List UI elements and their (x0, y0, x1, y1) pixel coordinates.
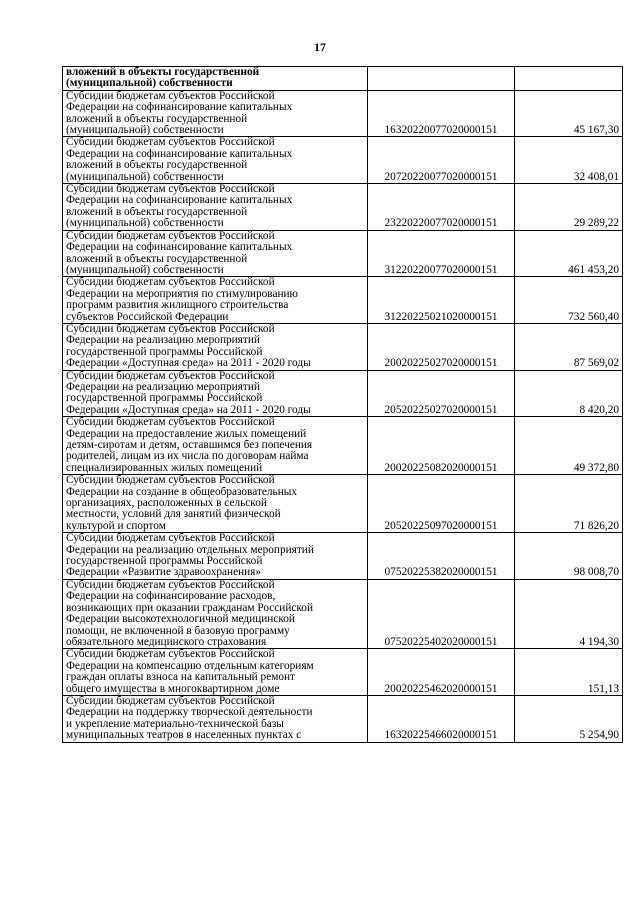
subsidy-name-cell (63, 417, 368, 475)
table-row (63, 475, 623, 533)
budget-code-cell: 20520225097020000151 (368, 475, 515, 533)
subsidy-name-cell (63, 90, 368, 137)
subsidy-name-line: Федерации на софинансирование капитальных (66, 102, 293, 114)
subsidy-name-line: Федерации на создание в общеобразовательных (66, 486, 297, 498)
subsidy-name-line: местности, условий для занятий физической (66, 509, 281, 521)
table-row (63, 184, 623, 231)
subsidy-name-line: Федерации на реализацию мероприятий (66, 335, 260, 347)
budget-code-cell: 20020225462020000151 (368, 649, 515, 696)
subsidy-name-line: Федерации на софинансирование расходов, (66, 591, 276, 603)
subsidy-name-line: программ развития жилищного строительства (66, 300, 289, 312)
table-row (63, 137, 623, 184)
subsidy-name-cell (63, 323, 368, 370)
amount-cell (515, 67, 623, 91)
amount-cell: 461 453,20 (515, 230, 623, 277)
budget-code-cell: 16320220077020000151 (368, 90, 515, 137)
table-row (63, 67, 623, 91)
subsidy-name-line: Субсидии бюджетам субъектов Российской (66, 184, 275, 196)
amount-cell: 732 560,40 (515, 277, 623, 324)
subsidy-name-line: Федерации на поддержку творческой деятельности (66, 707, 313, 719)
subsidy-name-line: Субсидии бюджетам субъектов Российской (66, 230, 275, 242)
subsidy-name-line: возникающих при оказании гражданам Российской (66, 602, 313, 614)
amount-cell: 29 289,22 (515, 184, 623, 231)
budget-code-cell: 31220220077020000151 (368, 230, 515, 277)
subsidy-name-line: Субсидии бюджетам субъектов Российской (66, 417, 275, 429)
table-row (63, 695, 623, 742)
budget-code-cell (368, 67, 515, 91)
subsidy-name-line: Субсидии бюджетам субъектов Российской (66, 137, 275, 149)
budget-code-cell: 20020225082020000151 (368, 417, 515, 475)
subsidy-name-line: Субсидии бюджетам субъектов Российской (66, 649, 275, 661)
table-row (63, 230, 623, 277)
table-row (63, 323, 623, 370)
table-row (63, 417, 623, 475)
subsidy-name-line: муниципальных театров в населенных пунктах с (66, 730, 302, 742)
subsidy-name-cell (63, 67, 368, 91)
subsidy-name-line: Федерации на реализацию отдельных мероприятий (66, 544, 314, 556)
subsidy-name-line: Субсидии бюджетам субъектов Российской (66, 475, 275, 487)
table-row (63, 370, 623, 417)
budget-code-cell: 20720220077020000151 (368, 137, 515, 184)
amount-cell: 32 408,01 (515, 137, 623, 184)
subsidy-name-line: Федерации на софинансирование капитальных (66, 195, 293, 207)
budget-code-cell: 20020225027020000151 (368, 323, 515, 370)
subsidy-name-line: Федерации на софинансирование капитальных (66, 242, 293, 254)
subsidy-name-cell (63, 184, 368, 231)
subsidy-name-line: родителей, лицам из их числа по договорам найма (66, 451, 309, 463)
budget-table (62, 66, 623, 743)
subsidy-name-cell (63, 695, 368, 742)
subsidy-name-line: Федерации на компенсацию отдельным категориям (66, 660, 314, 672)
subsidy-name-line: общего имущества в многоквартирном доме (66, 683, 280, 695)
subsidy-name-line: (муниципальной) собственности (66, 171, 224, 183)
subsidy-name-line: вложений в объекты государственной (66, 113, 248, 125)
subsidy-name-line: организациях, расположенных в сельской (66, 498, 267, 510)
table-row (63, 90, 623, 137)
amount-cell: 4 194,30 (515, 579, 623, 648)
amount-cell: 98 008,70 (515, 533, 623, 580)
amount-cell: 71 826,20 (515, 475, 623, 533)
amount-cell: 8 420,20 (515, 370, 623, 417)
subsidy-name-line: вложений в объекты государственной (66, 253, 248, 265)
amount-cell: 5 254,90 (515, 695, 623, 742)
amount-cell: 45 167,30 (515, 90, 623, 137)
subsidy-name-cell (63, 230, 368, 277)
subsidy-name-line: государственной программы Российской (66, 393, 263, 405)
subsidy-name-line: и укрепление материально-технической базы (66, 718, 284, 730)
subsidy-name-cell (63, 475, 368, 533)
subsidy-name-line: (муниципальной) собственности (66, 218, 224, 230)
subsidy-name-cell (63, 370, 368, 417)
subsidy-name-line: Федерации на предоставление жилых помещений (66, 428, 307, 440)
budget-code-cell: 31220225021020000151 (368, 277, 515, 324)
subsidy-name-cell (63, 137, 368, 184)
subsidy-name-line: (муниципальной) собственности (66, 264, 224, 276)
table-row (63, 649, 623, 696)
subsidy-name-line: Федерации «Развитие здравоохранения» (66, 567, 262, 579)
subsidy-name-line: Федерации на реализацию мероприятий (66, 381, 260, 393)
subsidy-name-line: Субсидии бюджетам субъектов Российской (66, 533, 275, 545)
budget-code-cell: 07520225402020000151 (368, 579, 515, 648)
subsidy-name-line: Федерации на софинансирование капитальных (66, 148, 293, 160)
page-number: 17 (314, 40, 326, 54)
budget-code-cell: 07520225382020000151 (368, 533, 515, 580)
subsidy-name-line: Федерации на мероприятия по стимулированию (66, 288, 298, 300)
subsidy-name-line: Субсидии бюджетам субъектов Российской (66, 323, 275, 335)
subsidy-name-cell (63, 649, 368, 696)
amount-cell: 87 569,02 (515, 323, 623, 370)
budget-code-cell: 23220220077020000151 (368, 184, 515, 231)
amount-cell: 151,13 (515, 649, 623, 696)
subsidy-name-line: вложений в объекты государственной (66, 206, 248, 218)
subsidy-name-line: государственной программы Российской (66, 346, 263, 358)
budget-code-cell: 20520225027020000151 (368, 370, 515, 417)
subsidy-name-cell (63, 579, 368, 648)
subsidy-name-line: детям-сиротам и детям, оставшимся без попечения (66, 440, 313, 451)
subsidy-name-line: граждан оплаты взноса на капитальный ремонт (66, 672, 295, 684)
subsidy-name-line: вложений в объекты государственной (66, 67, 260, 78)
table-row (63, 579, 623, 648)
budget-code-cell: 16320225466020000151 (368, 695, 515, 742)
subsidy-name-line: вложений в объекты государственной (66, 160, 248, 172)
subsidy-name-line: Субсидии бюджетам субъектов Российской (66, 579, 275, 591)
subsidy-name-line: Федерации «Доступная среда» на 2011 - 2020 годы (66, 404, 311, 416)
subsidy-name-line: субъектов Российской Федерации (66, 311, 229, 323)
subsidy-name-line: обязательного медицинского страхования (66, 636, 267, 648)
subsidy-name-line: Федерации высокотехнологичной медицинской (66, 614, 295, 626)
subsidy-name-line: Субсидии бюджетам субъектов Российской (66, 90, 275, 102)
subsidy-name-line: специализированных жилых помещений (66, 462, 263, 474)
amount-cell: 49 372,80 (515, 417, 623, 475)
subsidy-name-line: государственной программы Российской (66, 556, 263, 568)
subsidy-name-line: Субсидии бюджетам субъектов Российской (66, 695, 275, 707)
table-row (63, 277, 623, 324)
table-body (63, 67, 623, 743)
subsidy-name-line: (муниципальной) собственности (66, 78, 233, 90)
subsidy-name-cell (63, 277, 368, 324)
subsidy-name-cell (63, 533, 368, 580)
subsidy-name-line: Субсидии бюджетам субъектов Российской (66, 277, 275, 289)
subsidy-name-line: помощи, не включенной в базовую программу (66, 625, 290, 637)
subsidy-name-line: Федерации «Доступная среда» на 2011 - 2020 годы (66, 358, 311, 370)
subsidy-name-line: Субсидии бюджетам субъектов Российской (66, 370, 275, 382)
subsidy-name-line: культурой и спортом (66, 520, 166, 532)
table-row (63, 533, 623, 580)
subsidy-name-line: (муниципальной) собственности (66, 125, 224, 137)
